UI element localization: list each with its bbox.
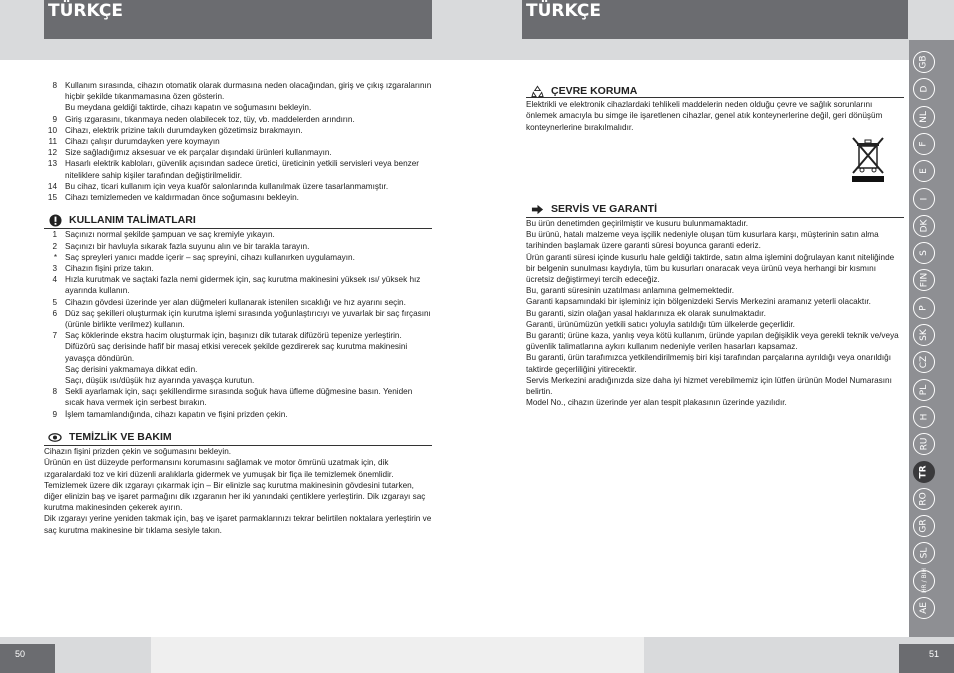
safety-item-number: 14 (47, 181, 57, 191)
usage-item-number: * (53, 252, 57, 262)
right-page-title: TÜRKÇE (526, 1, 601, 21)
safety-item-text: Cihazı, elektrik prizine takılı durumdayken gözetimsiz bırakmayın. (65, 125, 303, 135)
usage-item (44, 330, 432, 341)
usage-item-number: 2 (52, 241, 57, 251)
arrow-right-icon (531, 203, 544, 216)
service-paragraph: Bu garanti, ürün tarafımızca yetkilendirilmemiş biri kişi tarafından parçalarına ayrıldığı veya onarıldığı taktirde geçerliliğini yitirecektir. (526, 353, 891, 374)
language-tab-dk[interactable] (913, 215, 935, 237)
language-tab-label: DK (919, 219, 929, 233)
usage-section-title: KULLANIM TALİMATLARI (44, 211, 432, 229)
language-tab-gr[interactable] (913, 515, 935, 537)
environment-paragraph: Elektrikli ve elektronik cihazlardaki tehlikeli maddelerin neden olduğu çevre ve sağlık sorunlarını önlemek amacıyla bu simge ile işaretlenen cihazlar, genel atık konteynerlerine değil, geri dönüşüm konteynerlerine bırakılmalıdır. (526, 100, 883, 132)
language-tab-label: HR / BIH (920, 568, 928, 594)
service-paragraph: Garanti, ürünümüzün yetkili satıcı yoluyla satıldığı tüm ülkelerde geçerlidir. (526, 319, 795, 329)
usage-item (44, 308, 432, 330)
service-paragraph: Model No., cihazın üzerinde yer alan tespit plakasının üzerinde yazılıdır. (526, 398, 787, 408)
service-paragraph: Bu ürün denetimden geçirilmiştir ve kusuru bulunmamaktadır. (526, 219, 749, 229)
service-paragraph: Servis Merkezini aradığınızda size daha iyi hizmet verebilmemiz için lütfen ürünün Model Numarasını belirtin. (526, 375, 892, 397)
safety-item-number: 8 (52, 81, 57, 90)
care-text (44, 446, 432, 536)
care-paragraph: Ürünün en üst düzeyde performansını korumasını sağlamak ve motor ömrünü uzatmak için, dik ızgaralardaki toz ve kiri düzenli aralıklarla gidermek ve yumuşak bir fiça ile temizlemek önemlidir. (44, 458, 394, 479)
language-tab-f[interactable] (913, 133, 935, 155)
left-column (44, 80, 432, 536)
usage-item-number: 7 (52, 331, 57, 341)
safety-item-text: Kullanım sırasında, cihazın otomatik olarak durmasına neden olacağından, giriş ve çıkış ızgaralarının hiçbir şekilde tıkanmamasına özen gösterin. (65, 81, 432, 102)
safety-item-text: Size sağladığımız aksesuar ve ek parçalar dışındaki ürünleri kullanmayın. (65, 148, 332, 158)
usage-item-number: 1 (52, 230, 57, 240)
safety-item-text: Cihazı çalışır durumdayken yere koymayın (65, 137, 220, 147)
safety-item-number: 10 (47, 125, 57, 135)
language-tab-label: SL (918, 548, 929, 559)
safety-item (44, 181, 432, 192)
safety-item (44, 114, 432, 125)
right-column (526, 82, 904, 408)
care-section-title: TEMİZLİK VE BAKIM (44, 428, 432, 446)
recycle-icon (531, 85, 544, 98)
left-page-number-box (0, 644, 55, 673)
language-tab-label: PL (918, 384, 929, 395)
usage-item (44, 263, 432, 274)
left-page-number: 50 (15, 649, 26, 659)
usage-item-text: Cihazın gövdesi üzerinde yer alan düğmeleri kullanarak istenilen sıcaklığı ve hız ayarını seçin. (65, 297, 406, 307)
language-tab-tr[interactable] (913, 461, 935, 483)
usage-item-number: 3 (52, 264, 57, 274)
usage-list (44, 229, 432, 419)
usage-item-text: Sekli ayarlamak için, saçı şekillendirme sırasında soğuk hava üfleme düğmesine basın. Yeniden sıcak hava vermek için serbest bırakın. (65, 387, 413, 408)
safety-item (44, 102, 432, 113)
usage-item-number: 5 (52, 297, 57, 307)
safety-item-text: Bu meydana geldiği taktirde, cihazı kapatın ve soğumasını bekleyin. (65, 103, 312, 113)
language-tab-label: RU (919, 437, 929, 451)
safety-item-text: Hasarlı elektrik kabloları, güvenlik açısından sadece üretici, üreticinin yetkili servisleri veya benzer niteliklere sahip kişiler tarafından değiştirilmelidir. (65, 159, 420, 180)
language-tab-label: S (919, 250, 929, 256)
safety-item-text: Cihazı temizlemeden ve kaldırmadan önce soğumasını bekleyin. (65, 193, 299, 203)
service-paragraph: Garanti kapsamındaki bir işleminiz için bölgenizdeki Servis Merkezini aramanız yeterli olacaktır. (526, 297, 871, 307)
left-page-header (44, 0, 432, 39)
language-tab-pl[interactable] (913, 379, 935, 401)
usage-item-text: Saç spreyleri yanıcı madde içerir – saç spreyini, cihazı kullanırken uygulamayın. (65, 252, 355, 262)
usage-item-text: Saçı, düşük ısı/düşük hız ayarında yavaşça kurutun. (65, 376, 255, 386)
service-paragraph: Bu garanti, sizin olağan yasal haklarınıza ek olarak sunulmaktadır. (526, 308, 766, 318)
language-tab-label: GR (918, 519, 929, 533)
environment-section-title: ÇEVRE KORUMA (526, 82, 904, 97)
language-tab-ro[interactable] (913, 488, 935, 510)
language-tab-label: E (919, 168, 929, 175)
safety-list (44, 80, 432, 203)
safety-item (44, 125, 432, 136)
language-tab-label: FIN (918, 273, 929, 288)
usage-item-text: Saç derisini yakmamaya dikkat edin. (65, 364, 198, 374)
safety-item (44, 80, 432, 102)
language-tab-ae[interactable] (913, 597, 935, 619)
language-tab-h[interactable] (913, 406, 935, 428)
crossed-bin-icon (850, 135, 886, 183)
usage-item (44, 341, 432, 363)
safety-item (44, 136, 432, 147)
usage-item-text: Hızla kurutmak ve saçtaki fazla nemi gidermek için, saç kurutma makinesini yüksek ısı/ yüksek hız ayarında kullanın. (65, 275, 421, 296)
language-tab-label: D (919, 85, 929, 93)
language-tab-label: I (919, 197, 929, 200)
usage-item (44, 241, 432, 252)
usage-item (44, 274, 432, 296)
usage-item-number: 6 (52, 308, 57, 318)
usage-item-text: Difüzörü saç derisinde hafif bir masaj etkisi verecek şekilde gezdirerek saç kurutma makinesini yavaşça döndürün. (65, 342, 408, 363)
language-tab-p[interactable] (913, 297, 935, 319)
usage-item-text: Düz saç şekilleri oluşturmak için kurutma işlemi sırasında yoğunlaştırıcıyı ve yuvarlak bir saç fırçasını (ürünle birlikte verilmez) kullanın. (65, 308, 431, 330)
usage-item-text: Saçınızı bir havluyla sıkarak fazla suyunu alın ve bir tarakla tarayın. (65, 241, 310, 251)
language-tab-hrbih[interactable] (913, 570, 935, 592)
left-page-title: TÜRKÇE (48, 1, 123, 21)
right-page-number: 51 (929, 649, 940, 659)
usage-item-number: 4 (52, 275, 57, 285)
service-paragraph: Ürün garanti süresi içinde kusurlu hale geldiği taktirde, satın alma işlemini doğrulayan kanıt niteliğinde bir belgenin sunulması kaydıyla, tüm bu kusurları onaracak veya ürünü veya herhangi bir kısmını ücretsiz değiştirmeyi tercih edeceğiz. (526, 252, 895, 285)
footer-gap-left (151, 637, 522, 673)
service-paragraph: Bu ürünü, hatalı malzeme veya işçilik nedeniyle oluşan tüm kusurlara karşı, müşterinin satın alma tarihinden başlamak üzere garanti süresi boyunca garanti ederiz. (526, 230, 879, 251)
language-tab-gb[interactable] (913, 51, 935, 73)
language-tab-label: NL (919, 110, 929, 123)
language-tab-label: GB (919, 55, 929, 69)
usage-item (44, 364, 432, 375)
usage-item-text: Cihazın fişini prize takın. (65, 264, 154, 274)
language-tab-sk[interactable] (913, 324, 935, 346)
right-page-header (522, 0, 908, 39)
language-tab-label: CZ (918, 356, 929, 369)
service-text (526, 218, 904, 408)
right-page-number-box (899, 644, 954, 673)
care-paragraph: Cihazın fişini prizden çekin ve soğumasını bekleyin. (44, 447, 232, 457)
usage-item (44, 375, 432, 386)
language-tab-label: TR (918, 464, 929, 479)
safety-item-number: 11 (48, 137, 57, 147)
environment-text (526, 97, 904, 133)
usage-item (44, 252, 432, 263)
care-paragraph: Temizlemek üzere dik ızgarayı çıkarmak için – Bir elinizle saç kurutma makinesinin gövdesini tutarken, diğer elinizin baş ve işaret parmağını dik ızgaranın her iki yanındaki çentiklere yerleştirin. Dik ızgarayı saç kurutma makinesinden çekerek ayırın. (44, 480, 426, 513)
language-tab-nl[interactable] (913, 106, 935, 128)
language-tab-label: AE (919, 602, 929, 614)
usage-item-number: 9 (52, 409, 57, 419)
usage-item (44, 409, 432, 420)
language-tab-s[interactable] (913, 242, 935, 264)
safety-item-number: 15 (47, 193, 57, 203)
safety-item-text: Bu cihaz, ticari kullanım için veya kuaför salonlarında kullanılmak üzere tasarlanmamıştır. (65, 181, 389, 191)
language-tab-i[interactable] (913, 188, 935, 210)
service-section-title: SERVİS VE GARANTİ (526, 200, 904, 218)
safety-item (44, 147, 432, 158)
safety-item (44, 158, 432, 180)
language-tab-label: RO (919, 492, 929, 506)
usage-item (44, 297, 432, 308)
service-paragraph: Bu garanti; ürüne kaza, yanlış veya kötü kullanım, üründe yapılan değişiklik veya gerekli teknik ve/veya güvenlik talimatlarına aykırı kullanım nedeniyle verilen hasarları kapsamaz. (526, 331, 899, 352)
care-paragraph: Dik ızgarayı yerine yeniden takmak için, baş ve işaret parmaklarınızı tekrar belirtilen noktalara yerleştirin ve saç kurutma makinesine bir tıklama sesiyle takın. (44, 514, 432, 535)
eye-icon (47, 431, 63, 444)
usage-item-text: Saç köklerinde ekstra hacim oluşturmak için, başınızı dik tutarak difüzörü tepenize yerleştirin. (65, 331, 402, 341)
language-tab-label: F (919, 141, 929, 147)
usage-item (44, 386, 432, 408)
usage-item-text: Saçınızı normal şekilde şampuan ve saç kremiyle yıkayın. (65, 230, 275, 240)
exclamation-icon (49, 214, 62, 227)
language-tab-label: H (919, 413, 929, 421)
usage-item (44, 229, 432, 240)
usage-item-number: 8 (52, 387, 57, 397)
footer-gap-right (522, 637, 644, 673)
language-tab-label: SK (919, 329, 929, 341)
safety-item-number: 13 (47, 159, 57, 169)
service-paragraph: Bu, garanti süresinin uzatılması anlamına gelmemektedir. (526, 286, 734, 296)
language-tab-label: P (919, 304, 929, 311)
usage-item-text: İşlem tamamlandığında, cihazı kapatın ve fişini prizden çekin. (65, 409, 288, 419)
safety-item-text: Giriş ızgarasını, tıkanmaya neden olabilecek toz, tüy, vb. maddelerden arındırın. (65, 114, 355, 124)
safety-item-number: 9 (52, 114, 57, 124)
safety-item (44, 192, 432, 203)
safety-item-number: 12 (47, 148, 57, 158)
